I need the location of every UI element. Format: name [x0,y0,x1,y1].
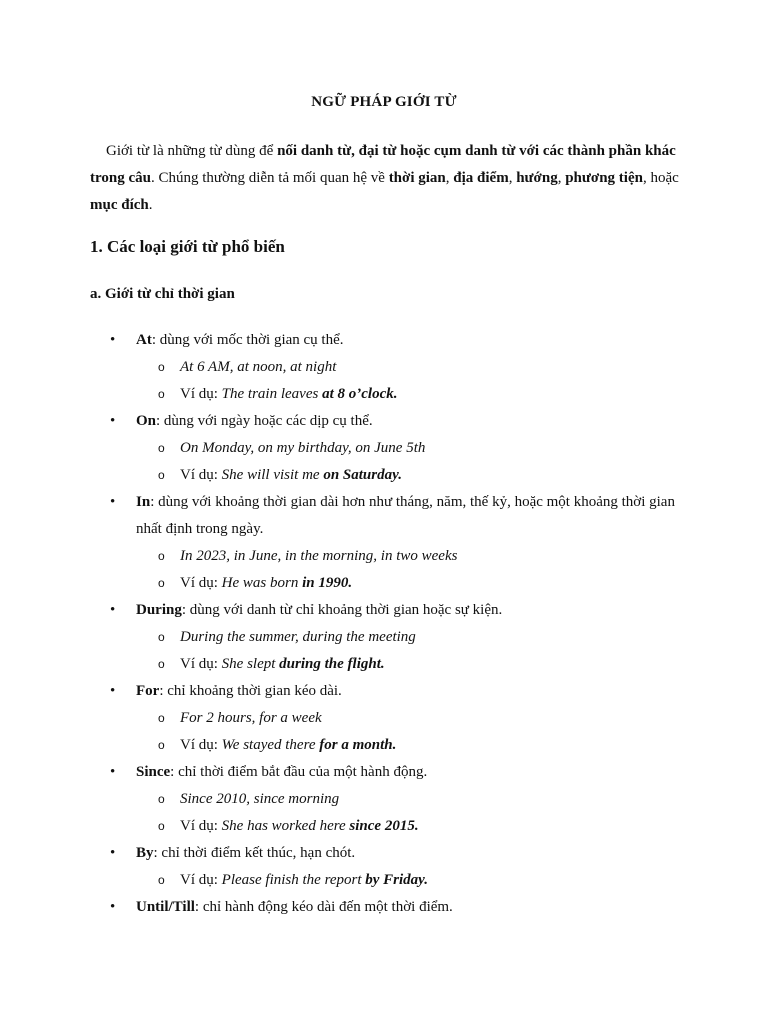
item-examples: At 6 AM, at noon, at night [180,359,337,375]
sub-bullet-icon: o [158,441,165,455]
list-item [90,678,690,705]
sub-item [90,732,690,759]
item-examples: On Monday, on my birthday, on June 5th [180,440,426,456]
item-examples: For 2 hours, for a week [180,710,322,726]
item-examples: Since 2010, since morning [180,791,340,807]
sub-item [90,867,690,894]
example-label: Ví dụ: [180,737,222,753]
intro-sep: , [557,170,566,186]
item-term: During [136,602,182,618]
item-term: Since [136,764,171,780]
item-term: For [136,683,160,699]
intro-text: Giới từ là những từ dùng để [106,143,278,159]
sub-item [90,786,690,813]
sub-item [90,543,690,570]
item-term: By [136,845,154,861]
list-item [90,597,690,624]
example-label: Ví dụ: [180,386,222,402]
example-text: We stayed there [221,737,320,753]
bullet-icon: • [110,683,116,699]
example-label: Ví dụ: [180,656,222,672]
list-item [90,894,690,921]
sub-item [90,813,690,840]
intro-text: . Chúng thường diễn tả mối quan hệ về [150,170,389,186]
intro-sep: , [508,170,517,186]
item-desc: : chỉ khoảng thời gian kéo dài. [159,683,342,699]
subsection-heading: a. Giới từ chỉ thời gian [90,286,235,302]
sub-item [90,354,690,381]
bullet-icon: • [110,413,116,429]
sub-item [90,381,690,408]
sub-bullet-icon: o [158,630,165,644]
bullet-icon: • [110,602,116,618]
sub-bullet-icon: o [158,657,165,671]
item-desc: : dùng với ngày hoặc các dịp cụ thể. [156,413,373,429]
item-desc: : dùng với mốc thời gian cụ thể. [151,332,344,348]
list-item [90,408,690,435]
sub-bullet-icon: o [158,576,165,590]
intro-text: . [148,197,153,213]
intro-bold: thời gian [388,170,446,186]
sub-bullet-icon: o [158,360,165,374]
item-desc: : chỉ thời điểm kết thúc, hạn chót. [153,845,356,861]
page-title: NGỮ PHÁP GIỚI TỪ [311,94,457,110]
example-text: She slept [221,656,280,672]
list-item [90,489,690,543]
sub-item [90,570,690,597]
sub-item [90,705,690,732]
list-item [90,327,690,354]
sub-item [90,462,690,489]
item-term: On [136,413,157,429]
item-examples: In 2023, in June, in the morning, in two weeks [180,548,458,564]
example-bold: at 8 o’clock. [322,386,398,402]
item-desc: : chỉ thời điểm bắt đầu của một hành động. [170,764,428,780]
item-desc: : chỉ hành động kéo dài đến một thời điểm. [194,899,453,915]
example-label: Ví dụ: [180,575,222,591]
intro-bold: phương tiện [565,170,643,186]
sub-bullet-icon: o [158,792,165,806]
section-heading: 1. Các loại giới từ phổ biến [90,237,285,256]
sub-bullet-icon: o [158,873,165,887]
example-text: The train leaves [221,386,323,402]
intro-text: , hoặc [642,170,679,186]
intro-bold: mục đích [90,197,149,213]
bullet-icon: • [110,764,116,780]
list-item [90,840,690,867]
sub-item [90,435,690,462]
example-bold: on Saturday. [323,467,402,483]
item-desc: : dùng với khoảng thời gian dài hơn như tháng, năm, thế kỷ, hoặc một khoảng thời gian nhất định trong ngày. [136,494,675,537]
intro-bold: nối danh từ, đại từ hoặc cụm danh từ với các thành phần khác trong câu [90,143,676,186]
item-term: In [136,494,151,510]
sub-bullet-icon: o [158,387,165,401]
list-item [90,759,690,786]
item-examples: During the summer, during the meeting [180,629,416,645]
sub-item [90,624,690,651]
example-text: He was born [221,575,303,591]
example-text: She will visit me [221,467,324,483]
preposition-list [90,327,690,921]
example-text: Please finish the report [221,872,366,888]
bullet-icon: • [110,332,116,348]
bullet-icon: • [110,494,116,510]
intro-bold: hướng [516,170,558,186]
bullet-icon: • [110,845,116,861]
sub-bullet-icon: o [158,711,165,725]
example-label: Ví dụ: [180,872,222,888]
example-text: She has worked here [221,818,350,834]
example-label: Ví dụ: [180,818,222,834]
intro-bold: địa điểm [453,170,509,186]
example-bold: by Friday. [365,872,429,888]
example-label: Ví dụ: [180,467,222,483]
example-bold: during the flight. [279,656,385,672]
example-bold: since 2015. [349,818,419,834]
sub-bullet-icon: o [158,819,165,833]
item-term: Until/Till [136,899,195,915]
bullet-icon: • [110,899,116,915]
intro-sep: , [445,170,454,186]
sub-item [90,651,690,678]
sub-bullet-icon: o [158,549,165,563]
sub-bullet-icon: o [158,468,165,482]
intro-paragraph [90,138,690,219]
example-bold: in 1990. [302,575,353,591]
sub-bullet-icon: o [158,738,165,752]
item-term: At [136,332,152,348]
example-bold: for a month. [319,737,397,753]
item-desc: : dùng với danh từ chỉ khoảng thời gian hoặc sự kiện. [181,602,503,618]
